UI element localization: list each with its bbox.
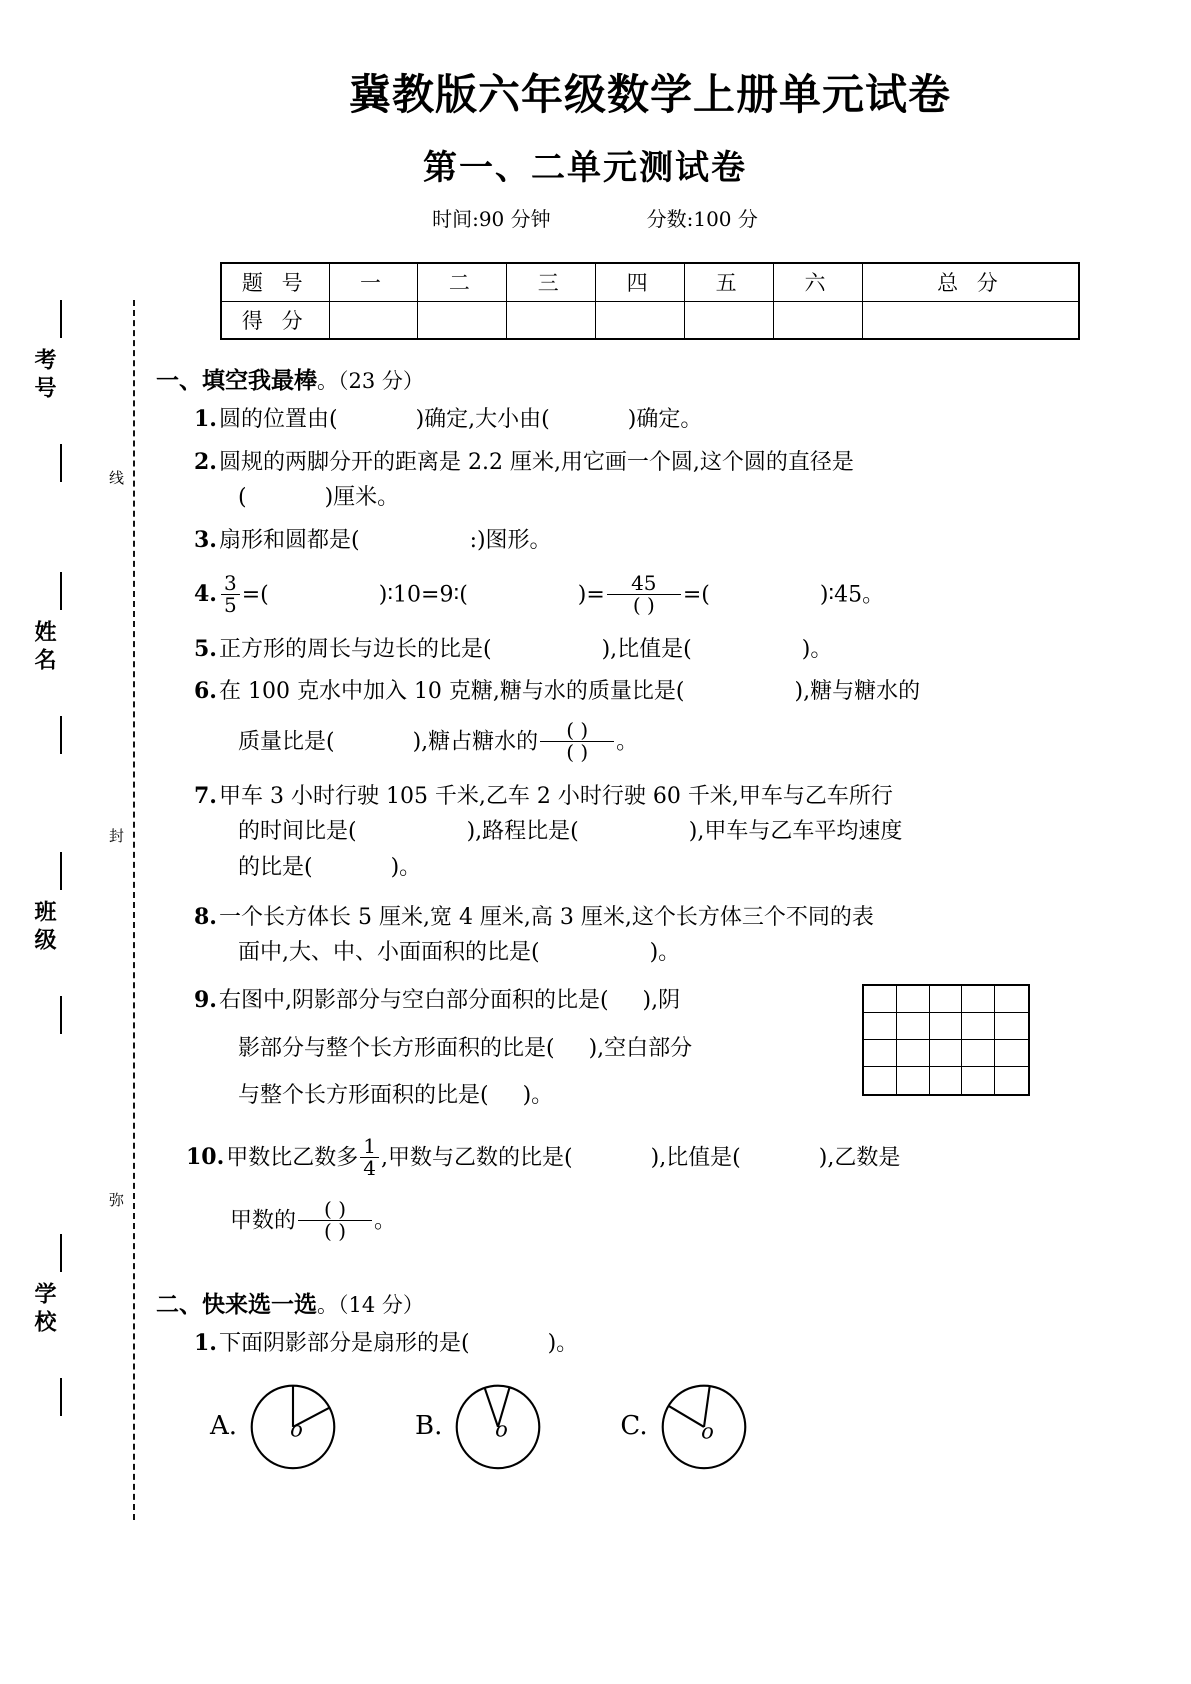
section-2-points: 。（14 分）: [317, 1292, 424, 1317]
question-4-text-e: )∶45。: [819, 582, 885, 608]
question-7-line-3: [238, 850, 1150, 886]
question-8-number: 8.: [194, 903, 217, 930]
margin-rule-5: [60, 852, 62, 890]
question-7-text-e: )。: [390, 855, 422, 880]
grid-cell: [864, 1067, 897, 1094]
question-6-text-e: 。: [616, 729, 639, 755]
question-10-text-f: 。: [374, 1208, 397, 1234]
question-8-line-1: 一个长方体长 5 厘米,宽 4 厘米,高 3 厘米,这个长方体三个不同的表: [218, 904, 874, 930]
choice-label-c: C.: [620, 1411, 648, 1442]
circle-two-radii-wide-icon: [656, 1377, 752, 1473]
grid-cell: [897, 986, 930, 1013]
grid-cell: [897, 1013, 930, 1040]
grid-cell: [864, 1013, 897, 1040]
seal-char-2: 封: [107, 828, 125, 845]
question-2-line-1: 圆规的两脚分开的距离是 2.2 厘米,用它画一个圆,这个圆的直径是: [218, 449, 854, 475]
question-8-text-b: )。: [649, 940, 681, 966]
question-9-text-c: 影部分与整个长方形面积的比是(: [238, 1035, 555, 1061]
question-4: [194, 570, 1150, 617]
margin-rule-7: [60, 1234, 62, 1272]
question-10-number: 10.: [186, 1144, 225, 1171]
section2-question-1: [194, 1326, 1150, 1362]
grid-cell: [962, 1013, 995, 1040]
question-4-text-d: =(: [682, 582, 710, 608]
question-9-text-e: 与整个长方形面积的比是(: [238, 1083, 489, 1109]
fraction-one-fourth: [360, 1133, 379, 1180]
margin-label-class: 班级: [31, 900, 56, 956]
rectangle-grid-figure: [862, 984, 1030, 1096]
question-7-text-d: 的比是(: [238, 855, 313, 880]
question-9-text-a: 右图中,阴影部分与空白部分面积的比是(: [218, 987, 609, 1013]
question-6-text-c: 质量比是(: [238, 729, 335, 755]
score-col-4: 四: [596, 263, 685, 301]
margin-label-school: 学校: [31, 1282, 56, 1338]
grid-cell: [995, 1040, 1028, 1067]
fraction-denominator[interactable]: ( ): [540, 741, 614, 763]
question-7-line-1: 甲车 3 小时行驶 105 千米,乙车 2 小时行驶 60 千米,甲车与乙车所行: [218, 783, 893, 809]
score-table-row-label: 题 号: [221, 263, 329, 301]
question-10-text-d: ),乙数是: [818, 1145, 901, 1171]
fraction-numerator[interactable]: ( ): [324, 1196, 346, 1221]
fraction-numerator: 3: [223, 570, 237, 595]
score-cell-2[interactable]: [418, 301, 507, 339]
fraction-denominator[interactable]: ( ): [607, 594, 681, 616]
fraction-three-fifths: [221, 570, 240, 617]
grid-cell: [897, 1040, 930, 1067]
question-5-text-c: )。: [801, 636, 833, 662]
page-subtitle: 第一、二单元测试卷: [423, 148, 747, 188]
score-col-2: 二: [418, 263, 507, 301]
margin-rule-6: [60, 996, 62, 1034]
grid-cell: [962, 1040, 995, 1067]
seal-char-1: 线: [107, 470, 125, 487]
exam-meta: [150, 203, 1150, 232]
question-6: [194, 674, 1150, 763]
seal-char-3: 弥: [107, 1192, 125, 1209]
score-col-5: 五: [685, 263, 774, 301]
margin-label-exam-no: 考号: [31, 348, 56, 404]
exam-sheet: [150, 0, 1150, 1684]
section2-question-1-text-a: 下面阴影部分是扇形的是(: [218, 1330, 470, 1356]
section-2-heading: [156, 1286, 1150, 1319]
time-label: 时间:90 分钟: [432, 207, 551, 231]
margin-label-name: 姓名: [31, 620, 56, 676]
section2-question-1-number: 1.: [194, 1329, 217, 1356]
margin-rule-2: [60, 444, 62, 482]
score-col-3: 三: [507, 263, 596, 301]
grid-cell: [930, 1013, 963, 1040]
score-table: [220, 262, 1080, 340]
question-10-text-b: ,甲数与乙数的比是(: [381, 1145, 573, 1171]
svg-text:o: o: [700, 1418, 714, 1444]
grid-cell: [930, 1067, 963, 1094]
question-10-line-2: [230, 1196, 1150, 1243]
margin-rule-1: [60, 300, 62, 338]
score-cell-3[interactable]: [507, 301, 596, 339]
fraction-blank-over-blank: [298, 1196, 372, 1243]
score-cell-1[interactable]: [329, 301, 418, 339]
fraction-blank-over-blank: [540, 717, 614, 764]
question-2-line-2: [238, 480, 1150, 516]
section-1-title: 一、填空我最棒: [156, 368, 317, 394]
question-9-text-f: )。: [522, 1083, 554, 1109]
circle-chord-and-radius-icon: [450, 1377, 546, 1473]
grid-cell: [864, 986, 897, 1013]
question-4-text-c: )=: [577, 582, 605, 608]
score-cell-4[interactable]: [596, 301, 685, 339]
choice-option-a[interactable]: [210, 1377, 341, 1473]
question-3-text-a: 扇形和圆都是(: [218, 527, 360, 553]
margin-rule-8: [60, 1378, 62, 1416]
question-10-text-c: ),比值是(: [650, 1145, 741, 1171]
svg-text:o: o: [290, 1416, 303, 1442]
table-row-header: [221, 263, 1079, 301]
table-row-scores: [221, 301, 1079, 339]
score-col-total: 总 分: [862, 263, 1079, 301]
question-1: [194, 402, 1150, 438]
grid-cell: [995, 1013, 1028, 1040]
question-7-text-b: ),路程比是(: [466, 819, 579, 845]
grid-cell: [864, 1040, 897, 1067]
question-2-text-a: (: [238, 485, 247, 511]
question-6-text-a: 在 100 克水中加入 10 克糖,糖与水的质量比是(: [218, 679, 685, 705]
circle-two-radii-shaded-icon: [245, 1377, 341, 1473]
choice-label-a: A.: [210, 1411, 238, 1442]
score-table-score-label: 得 分: [221, 301, 329, 339]
question-9-number: 9.: [194, 986, 217, 1013]
question-5-text-a: 正方形的周长与边长的比是(: [218, 636, 492, 662]
fraction-numerator: 1: [363, 1133, 377, 1158]
left-margin-strip: [0, 0, 140, 1684]
question-4-text-b: )∶10=9∶(: [378, 582, 468, 608]
question-7-line-2: [238, 814, 1150, 850]
question-1-text-c: )确定。: [627, 407, 703, 432]
section-1-heading: [156, 362, 1150, 395]
question-3: [194, 523, 1150, 559]
question-10-text-e: 甲数的: [230, 1208, 297, 1234]
question-7-text-a: 的时间比是(: [238, 819, 357, 845]
fraction-denominator: 5: [221, 594, 240, 616]
question-10: [186, 1133, 1150, 1243]
grid-cell: [897, 1067, 930, 1094]
grid-cell: [995, 1067, 1028, 1094]
fraction-denominator[interactable]: ( ): [298, 1220, 372, 1242]
margin-rule-4: [60, 716, 62, 754]
grid-cell: [995, 986, 1028, 1013]
question-2-text-b: )厘米。: [324, 485, 400, 511]
question-6-number: 6.: [194, 678, 217, 705]
seal-dashed-line: [133, 300, 135, 1520]
margin-rule-3: [60, 572, 62, 610]
fraction-numerator[interactable]: ( ): [566, 717, 589, 742]
question-3-text-b: :)图形。: [469, 527, 552, 553]
page-title: 冀教版六年级数学上册单元试卷: [348, 70, 951, 119]
question-6-line-2: [238, 717, 1150, 764]
question-5: [194, 632, 1150, 668]
svg-text:o: o: [495, 1416, 509, 1442]
question-4-number: 4.: [194, 581, 217, 608]
question-7: [194, 779, 1150, 886]
question-1-text-b: )确定,大小由(: [415, 407, 550, 432]
fraction-denominator: 4: [360, 1157, 379, 1179]
choice-option-b[interactable]: [415, 1377, 546, 1473]
question-8-text-a: 面中,大、中、小面面积的比是(: [238, 940, 540, 966]
question-2-number: 2.: [194, 448, 217, 475]
score-label: 分数:100 分: [646, 207, 758, 231]
question-10-text-a: 甲数比乙数多: [226, 1145, 359, 1171]
choice-option-c[interactable]: [620, 1377, 751, 1473]
choice-label-b: B.: [415, 1411, 443, 1442]
grid-cell: [962, 1067, 995, 1094]
section-1-points: 。（23 分）: [317, 369, 424, 393]
score-cell-total[interactable]: [862, 301, 1079, 339]
question-2: [194, 445, 1150, 516]
question-4-text-a: =(: [241, 582, 269, 608]
question-9-text-d: ),空白部分: [588, 1035, 693, 1061]
question-7-text-c: ),甲车与乙车平均速度: [688, 819, 903, 845]
fraction-numerator: 45: [631, 570, 657, 595]
score-col-6: 六: [774, 263, 863, 301]
question-5-text-b: ),比值是(: [601, 636, 692, 662]
grid-cell: [930, 1040, 963, 1067]
question-8-line-2: [238, 935, 1150, 971]
question-1-number: 1.: [194, 406, 217, 432]
question-3-number: 3.: [194, 526, 217, 553]
score-cell-5[interactable]: [685, 301, 774, 339]
choice-options: [210, 1377, 1150, 1473]
fraction-forty-five-over-blank: [607, 570, 681, 617]
question-6-text-b: ),糖与糖水的: [794, 679, 921, 705]
question-7-number: 7.: [194, 782, 217, 809]
section2-question-1-text-b: )。: [547, 1330, 579, 1356]
question-6-text-d: ),糖占糖水的: [412, 729, 539, 755]
grid-cell: [930, 986, 963, 1013]
question-9-text-b: ),阴: [642, 987, 681, 1013]
score-cell-6[interactable]: [774, 301, 863, 339]
grid-cell: [962, 986, 995, 1013]
question-1-text-a: 圆的位置由(: [218, 407, 338, 432]
score-col-1: 一: [329, 263, 418, 301]
question-8: [194, 900, 1150, 971]
question-5-number: 5.: [194, 635, 217, 662]
section-2-title: 二、快来选一选: [156, 1291, 317, 1318]
